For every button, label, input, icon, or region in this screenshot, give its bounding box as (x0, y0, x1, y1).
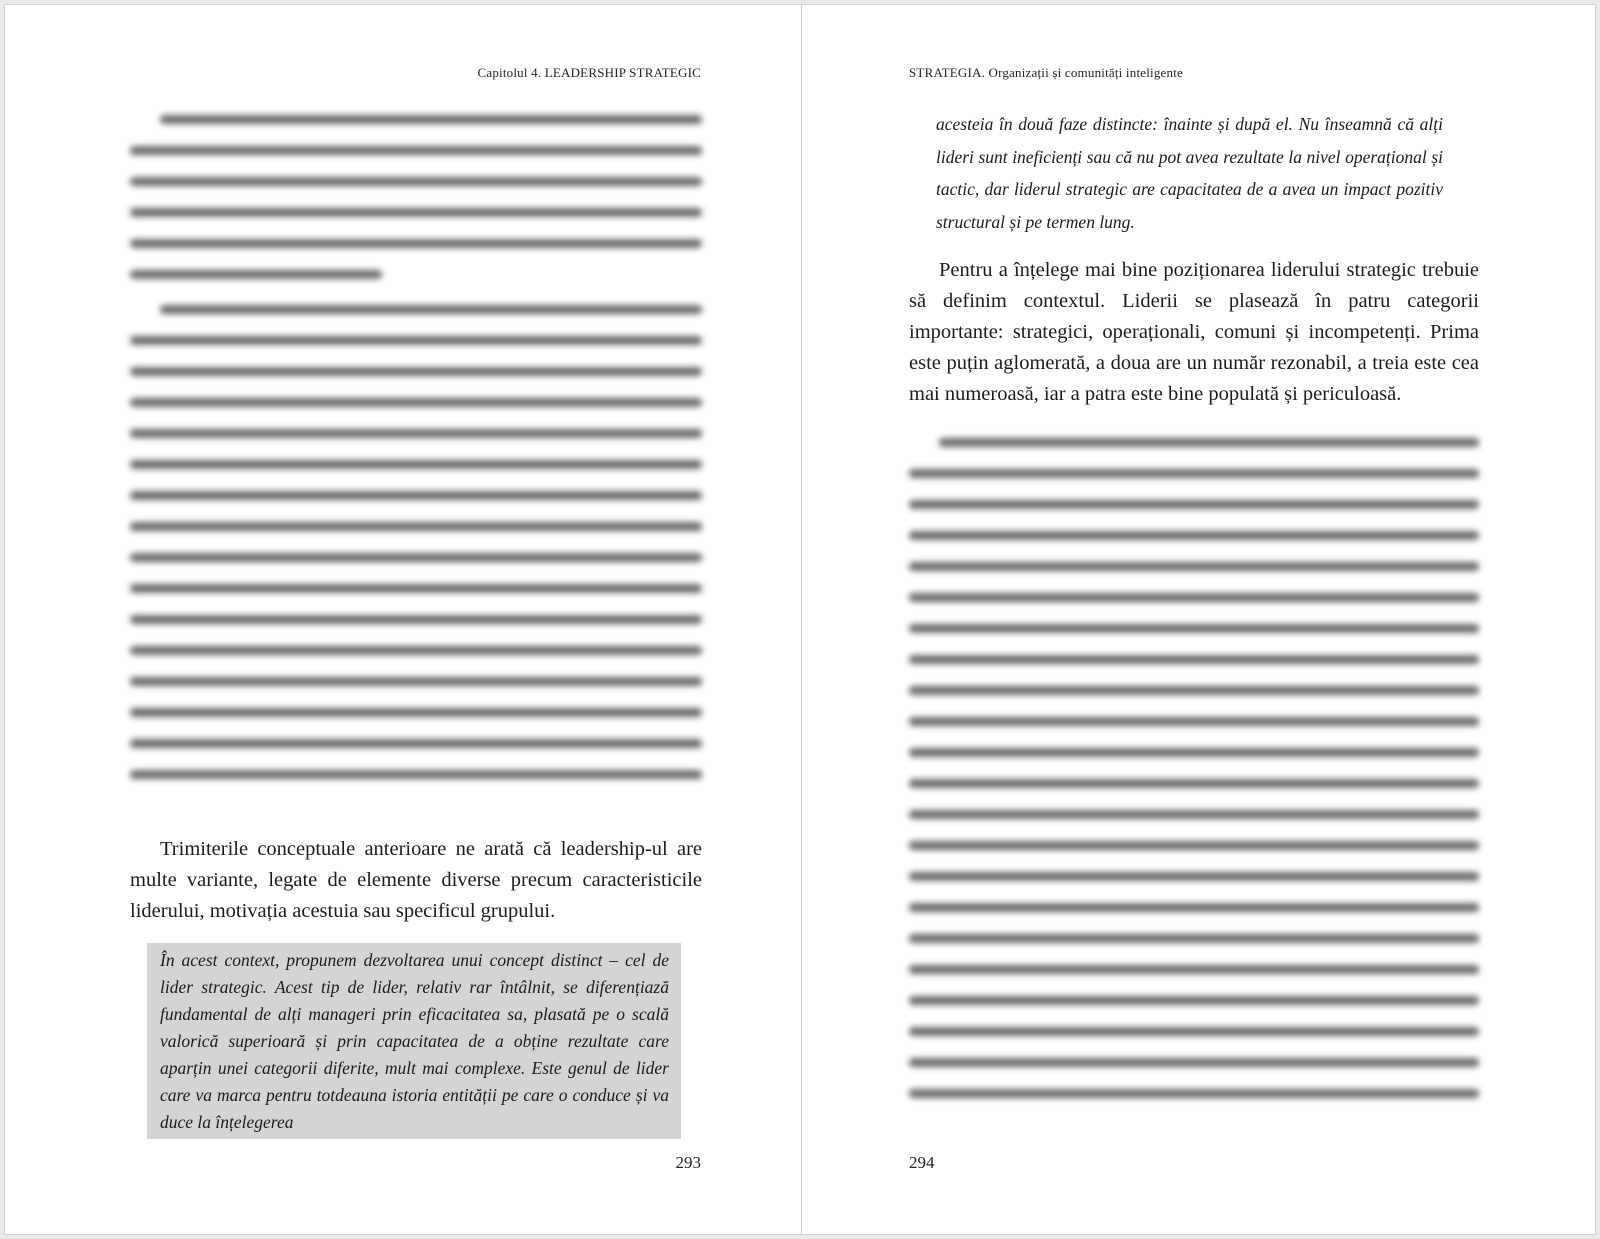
right-page (802, 5, 1597, 1234)
blurred-line (130, 239, 702, 248)
blurred-line (909, 934, 1479, 943)
blurred-line (130, 429, 702, 438)
blurred-line (130, 336, 702, 345)
blurred-line (130, 770, 702, 779)
blurred-line (909, 965, 1479, 974)
left-page (5, 5, 801, 1234)
blurred-line (130, 270, 382, 279)
blurred-line (909, 903, 1479, 912)
blurred-line (130, 553, 702, 562)
blurred-line (130, 739, 702, 748)
blurred-line (909, 593, 1479, 602)
page-number-right: 294 (909, 1153, 935, 1172)
blurred-line (130, 208, 702, 217)
quote-continuation: acesteia în două faze distincte: înainte și după el. Nu înseamnă că alți lideri sunt ineficienți sau că nu pot avea rezultate la nivel operațional și tactic, dar liderul strategic are capacitatea de a avea un impact pozitiv structural și pe termen lung. (936, 114, 1443, 232)
running-head-right: STRATEGIA. Organizații și comunități inteligente (909, 65, 1184, 80)
blurred-line (909, 717, 1479, 726)
blurred-line (130, 491, 702, 500)
blurred-line (909, 500, 1479, 509)
blurred-line (909, 996, 1479, 1005)
blurred-line (909, 841, 1479, 850)
blurred-line (909, 1027, 1479, 1036)
blurred-line (130, 460, 702, 469)
blurred-line (909, 531, 1479, 540)
blurred-line (909, 624, 1479, 633)
blurred-line (130, 677, 702, 686)
blurred-text-left (130, 115, 702, 801)
page-number-left: 293 (675, 1153, 701, 1172)
blurred-line (939, 438, 1479, 447)
blurred-line (909, 1058, 1479, 1067)
blurred-line (909, 562, 1479, 571)
highlighted-quote-text: În acest context, propunem dezvoltarea unui concept distinct – cel de lider strategic. Acest tip de lider, relativ rar întâlnit, se diferențiază fundamental de alți manageri prin eficacitatea sa, plasată pe o scală valorică superioară și prin capacitatea de a obține rezultate care aparțin unei categorii diferite, mult mai complexe. Este genul de lider care va marca pentru totdeauna istoria entității pe care o conduce și va duce la înțelegerea (160, 950, 669, 1132)
body-paragraph-left: Trimiterile conceptuale anterioare ne arată că leadership-ul are multe variante, legate de elemente diverse precum caracteristicile liderului, motivația acestuia sau specificul grupului. (130, 838, 702, 922)
blurred-line (130, 708, 702, 717)
blurred-line (130, 615, 702, 624)
blurred-line (909, 779, 1479, 788)
running-head-left: Capitolul 4. LEADERSHIP STRATEGIC (477, 65, 701, 80)
blurred-line (909, 872, 1479, 881)
highlighted-quote-box (147, 943, 681, 1139)
blurred-line (909, 686, 1479, 695)
body-paragraph-right: Pentru a înțelege mai bine poziționarea liderului strategic trebuie să definim contextul. Liderii se plasează în patru categorii importante: strategici, operaționali, comuni și incompetenți. Prima este puțin aglomerată, a doua are un număr rezonabil, a treia este cea mai numeroasă, iar a patra este bine populată și periculoasă. (909, 259, 1479, 405)
blurred-line (130, 646, 702, 655)
blurred-line (909, 655, 1479, 664)
blurred-line (130, 146, 702, 155)
blurred-line (160, 115, 702, 124)
blurred-line (909, 1089, 1479, 1098)
blurred-line (130, 398, 702, 407)
blurred-text-right (909, 438, 1479, 1120)
blurred-line (130, 177, 702, 186)
book-spread (4, 4, 1596, 1235)
blurred-line (909, 748, 1479, 757)
blurred-line (909, 469, 1479, 478)
blurred-line (130, 584, 702, 593)
blurred-line (909, 810, 1479, 819)
blurred-line (130, 522, 702, 531)
blurred-line (130, 367, 702, 376)
blurred-line (160, 305, 702, 314)
